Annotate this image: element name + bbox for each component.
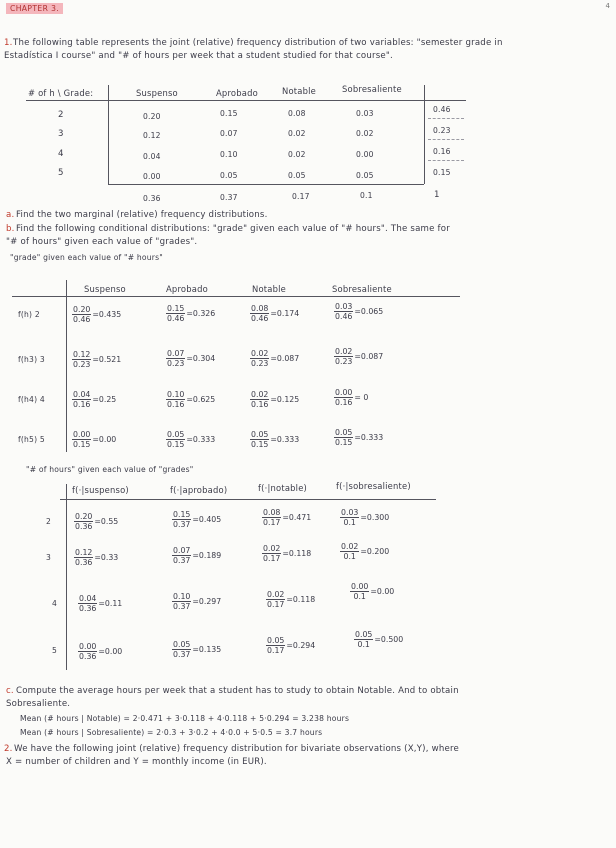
- cond2-title: "# of hours" given each value of "grades": [26, 465, 194, 474]
- cond2-row-label: 3: [46, 553, 52, 562]
- cond2-left-rule: [66, 484, 67, 670]
- table-corner-label: # of h \ Grade:: [28, 88, 94, 98]
- cond1-header-rule: [12, 296, 460, 297]
- cond2-header-rule: [60, 499, 436, 500]
- table-header-rule: [26, 100, 466, 101]
- col-marginal: 0.36: [143, 194, 161, 203]
- cell: 0.03: [356, 109, 374, 118]
- cond1-fraction: $\frac{0.05}{0.15}$ =0.333: [335, 428, 384, 447]
- cell: 0.00: [356, 150, 374, 159]
- cond1-title: "grade" given each value of "# hours": [10, 253, 163, 262]
- row-h-5: 5: [58, 168, 64, 178]
- cond2-fraction: $\frac{0.03}{0.1}$ =0.300: [341, 508, 390, 527]
- problem-2-line-2: X = number of children and Y = monthly income (in EUR).: [6, 757, 267, 767]
- cond2-header: f(·|notable): [258, 483, 308, 493]
- part-b-label: b.: [6, 224, 15, 234]
- cond1-left-rule: [66, 280, 67, 452]
- problem-1-number: 1.: [4, 38, 13, 48]
- cond1-fraction: $\frac{0.03}{0.46}$ =0.065: [335, 302, 384, 321]
- part-c-line-2: Sobresaliente.: [6, 699, 71, 709]
- marginal-divider: [428, 139, 464, 140]
- cond2-fraction: $\frac{0.02}{0.17}$ =0.118: [267, 590, 316, 609]
- cond2-fraction: $\frac{0.05}{0.1}$ =0.500: [355, 630, 404, 649]
- cond1-fraction: $\frac{0.15}{0.46}$ =0.326: [167, 304, 216, 323]
- row-h-3: 3: [58, 129, 64, 139]
- cond1-fraction: $\frac{0.10}{0.16}$ =0.625: [167, 390, 216, 409]
- cell: 0.02: [288, 129, 306, 138]
- col-marginal: 0.1: [360, 191, 373, 200]
- row-marginal: 0.15: [433, 168, 451, 177]
- cond1-header: Sobresaliente: [332, 284, 392, 294]
- cond2-fraction: $\frac{0.10}{0.37}$ =0.297: [173, 592, 222, 611]
- cond1-fraction: $\frac{0.05}{0.15}$ =0.333: [167, 430, 216, 449]
- cell: 0.05: [220, 171, 238, 180]
- cond2-row-label: 2: [46, 517, 52, 526]
- cond2-fraction: $\frac{0.00}{0.36}$ =0.00: [79, 642, 123, 661]
- table-bottom-rule: [108, 184, 424, 185]
- cond2-row-label: 4: [52, 599, 58, 608]
- cond2-fraction: $\frac{0.12}{0.36}$ =0.33: [75, 548, 119, 567]
- cell: 0.08: [288, 109, 306, 118]
- cond2-fraction: $\frac{0.07}{0.37}$ =0.189: [173, 546, 222, 565]
- cond1-row-label: f(h4) 4: [18, 395, 45, 404]
- col-marginal: 0.17: [292, 192, 310, 201]
- part-c-line-1: Compute the average hours per week that a student has to study to obtain Notable. And to obtain: [16, 686, 459, 696]
- cell: 0.12: [143, 131, 161, 140]
- cond2-fraction: $\frac{0.20}{0.36}$ =0.55: [75, 512, 119, 531]
- cond1-fraction: $\frac{0.02}{0.23}$ =0.087: [335, 347, 384, 366]
- col-marginal: 0.37: [220, 193, 238, 202]
- mean-sobresaliente: Mean (# hours | Sobresaliente) = 2·0.3 + 3·0.2 + 4·0.0 + 5·0.5 = 3.7 hours: [20, 728, 323, 737]
- table-right-rule: [424, 85, 425, 184]
- cond2-fraction: $\frac{0.08}{0.17}$ =0.471: [263, 508, 312, 527]
- cond1-header: Notable: [252, 284, 287, 294]
- part-a-text: Find the two marginal (relative) frequency distributions.: [16, 210, 268, 220]
- cond2-header: f(·|suspenso): [72, 485, 129, 495]
- cond1-fraction: $\frac{0.00}{0.16}$ = 0: [335, 388, 369, 407]
- row-h-4: 4: [58, 149, 64, 159]
- cond1-row-label: f(h3) 3: [18, 355, 45, 364]
- cond2-fraction: $\frac{0.04}{0.36}$ =0.11: [79, 594, 123, 613]
- cell: 0.00: [143, 172, 161, 181]
- cell: 0.02: [288, 150, 306, 159]
- problem-1-line-1: The following table represents the joint (relative) frequency distribution of two variables: "semester grade in: [13, 38, 503, 48]
- cond1-fraction: $\frac{0.00}{0.15}$ =0.00: [73, 430, 117, 449]
- cell: 0.04: [143, 152, 161, 161]
- cell: 0.05: [288, 171, 306, 180]
- cell: 0.10: [220, 150, 238, 159]
- table-header-notable: Notable: [282, 86, 317, 96]
- table-header-sobresaliente: Sobresaliente: [342, 84, 402, 94]
- cond1-fraction: $\frac{0.04}{0.16}$ =0.25: [73, 390, 117, 409]
- cell: 0.02: [356, 129, 374, 138]
- cond1-fraction: $\frac{0.05}{0.15}$ =0.333: [251, 430, 300, 449]
- marginal-divider: [428, 118, 464, 119]
- marginal-divider: [428, 160, 464, 161]
- cell: 0.20: [143, 112, 161, 121]
- cond1-fraction: $\frac{0.02}{0.23}$ =0.087: [251, 349, 300, 368]
- page-number: 4: [605, 2, 610, 10]
- problem-1-line-2: Estadística I course" and "# of hours per week that a student studied for that course".: [4, 51, 393, 61]
- cond1-fraction: $\frac{0.02}{0.16}$ =0.125: [251, 390, 300, 409]
- row-marginal: 0.16: [433, 147, 451, 156]
- problem-2-line-1: We have the following joint (relative) frequency distribution for bivariate observations (X,Y), where: [14, 744, 459, 754]
- cond1-fraction: $\frac{0.07}{0.23}$ =0.304: [167, 349, 216, 368]
- cond1-fraction: $\frac{0.08}{0.46}$ =0.174: [251, 304, 300, 323]
- part-b-line-1: Find the following conditional distributions: "grade" given each value of "# hours". The same for: [16, 224, 450, 234]
- cell: 0.07: [220, 129, 238, 138]
- cell: 0.05: [356, 171, 374, 180]
- cell: 0.15: [220, 109, 238, 118]
- cond1-header: Aprobado: [166, 284, 208, 294]
- table-left-rule: [108, 85, 109, 184]
- cond2-fraction: $\frac{0.05}{0.17}$ =0.294: [267, 636, 316, 655]
- row-marginal: 0.23: [433, 126, 451, 135]
- cond1-fraction: $\frac{0.20}{0.46}$ =0.435: [73, 305, 122, 324]
- cond2-fraction: $\frac{0.15}{0.37}$ =0.405: [173, 510, 222, 529]
- cond2-fraction: $\frac{0.00}{0.1}$ =0.00: [351, 582, 395, 601]
- mean-notable: Mean (# hours | Notable) = 2·0.471 + 3·0.118 + 4·0.118 + 5·0.294 = 3.238 hours: [20, 714, 350, 723]
- cond2-fraction: $\frac{0.02}{0.1}$ =0.200: [341, 542, 390, 561]
- cond2-header: f(·|sobresaliente): [336, 481, 411, 491]
- cond1-header: Suspenso: [84, 284, 126, 294]
- cond2-header: f(·|aprobado): [170, 485, 228, 495]
- cond2-row-label: 5: [52, 646, 58, 655]
- table-total: 1: [434, 190, 440, 200]
- problem-2-number: 2.: [4, 744, 13, 754]
- table-header-aprobado: Aprobado: [216, 88, 258, 98]
- table-header-suspenso: Suspenso: [136, 88, 178, 98]
- row-h-2: 2: [58, 110, 64, 120]
- part-c-label: c.: [6, 686, 14, 696]
- part-b-line-2: "# of hours" given each value of "grades".: [6, 237, 198, 247]
- part-a-label: a.: [6, 210, 15, 220]
- cond2-fraction: $\frac{0.02}{0.17}$ =0.118: [263, 544, 312, 563]
- cond1-fraction: $\frac{0.12}{0.23}$ =0.521: [73, 350, 122, 369]
- cond2-fraction: $\frac{0.05}{0.37}$ =0.135: [173, 640, 222, 659]
- cond1-row-label: f(h) 2: [18, 310, 40, 319]
- row-marginal: 0.46: [433, 105, 451, 114]
- cond1-row-label: f(h5) 5: [18, 435, 45, 444]
- chapter-heading: CHAPTER 3.: [6, 3, 63, 14]
